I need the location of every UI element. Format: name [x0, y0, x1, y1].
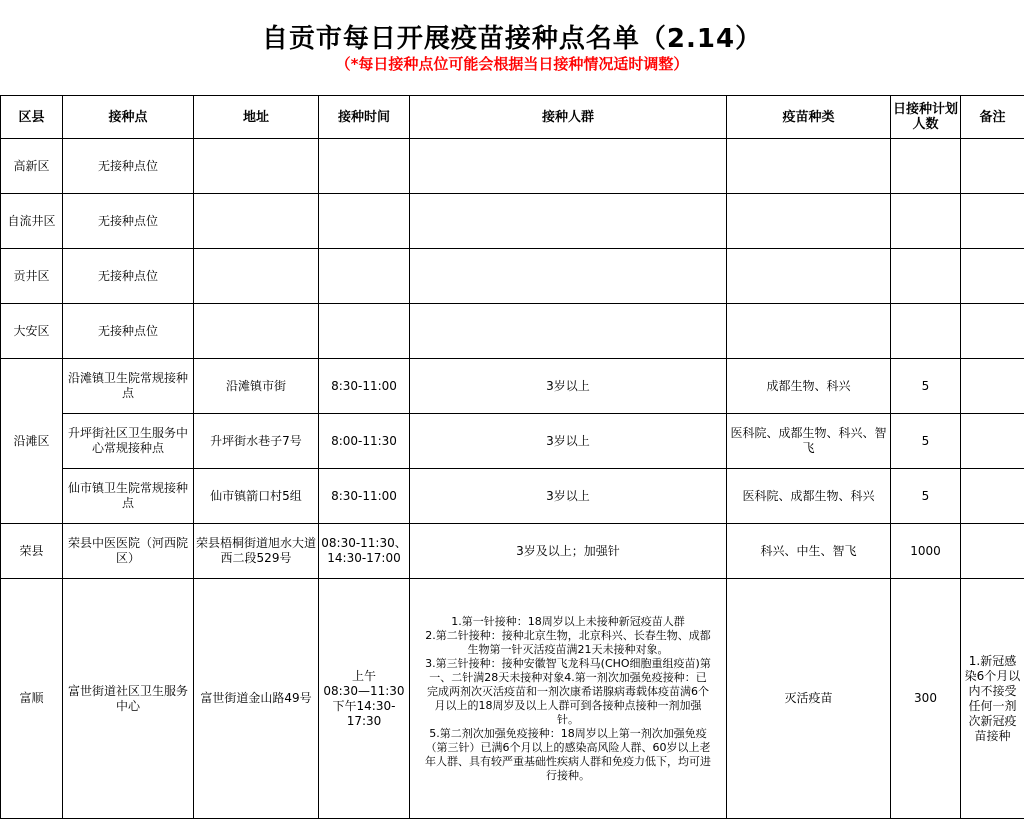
site-cell: 无接种点位 — [63, 304, 194, 359]
crowd-cell: 3岁及以上；加强针 — [410, 524, 727, 579]
time-cell: 08:30-11:30、14:30-17:00 — [319, 524, 410, 579]
plan-cell: 5 — [891, 359, 961, 414]
crowd-item: 2.第二针接种：接种北京生物，北京科兴、长春生物、成都生物第一针灭活疫苗满21天未接种对象。 — [425, 628, 711, 656]
time-cell — [319, 579, 410, 819]
table-row — [1, 579, 1024, 819]
crowd-item: 3.第三针接种：接种安徽智飞龙科马(CHO细胞重组疫苗)第一、二针满28天未接种对象4.第一剂次加强免疫接种：已完成两剂次灭活疫苗和一剂次康希诺腺病毒载体疫苗满6个月以上的18周岁及以上人群可到各接种点接种一剂加强针。 — [425, 656, 711, 726]
page-title: 自贡市每日开展疫苗接种点名单（2.14） — [261, 24, 763, 54]
district-cell: 沿滩区 — [1, 359, 63, 524]
district-cell: 贡井区 — [1, 249, 63, 304]
vaccine-cell: 成都生物、科兴 — [727, 359, 891, 414]
crowd-cell: 3岁以上 — [410, 414, 727, 469]
crowd-item: 5.第二剂次加强免疫接种：18周岁以上第一剂次加强免疫（第三针）已满6个月以上的感染高风险人群、60岁以上老年人群、具有较严重基础性疾病人群和免疫力低下，均可进行接种。 — [425, 726, 711, 782]
site-cell: 无接种点位 — [63, 194, 194, 249]
col-address: 地址 — [194, 96, 319, 139]
crowd-item: 1.第一针接种：18周岁以上未接种新冠疫苗人群 — [451, 614, 685, 628]
crowd-cell: 3岁以上 — [410, 359, 727, 414]
address-cell: 升坪街水巷子7号 — [194, 414, 319, 469]
vaccine-cell: 医科院、成都生物、科兴 — [727, 469, 891, 524]
note-cell: 1.新冠感染6个月以内不接受任何一剂次新冠疫苗接种 — [961, 579, 1024, 819]
time-cell: 8:30-11:00 — [319, 469, 410, 524]
site-cell: 仙市镇卫生院常规接种点 — [63, 469, 194, 524]
site-cell: 富世街道社区卫生服务中心 — [63, 579, 194, 819]
time-line: 上午 — [351, 668, 376, 683]
table-row — [1, 249, 1024, 304]
col-district: 区县 — [1, 96, 63, 139]
district-cell: 大安区 — [1, 304, 63, 359]
table-row — [1, 194, 1024, 249]
site-cell: 无接种点位 — [63, 139, 194, 194]
site-cell: 荣县中医医院（河西院区） — [63, 524, 194, 579]
vaccine-cell: 医科院、成都生物、科兴、智飞 — [727, 414, 891, 469]
district-cell: 荣县 — [1, 524, 63, 579]
time-line: 08:30—11:30 — [323, 683, 405, 698]
plan-cell: 5 — [891, 469, 961, 524]
table-row — [1, 469, 1024, 524]
vaccine-cell: 科兴、中生、智飞 — [727, 524, 891, 579]
district-cell: 富顺 — [1, 579, 63, 819]
plan-cell: 300 — [891, 579, 961, 819]
col-vaccine: 疫苗种类 — [727, 96, 891, 139]
table-row — [1, 139, 1024, 194]
time-cell: 8:00-11:30 — [319, 414, 410, 469]
crowd-cell: 3岁以上 — [410, 469, 727, 524]
table-row — [1, 304, 1024, 359]
col-note: 备注 — [961, 96, 1024, 139]
district-cell: 自流井区 — [1, 194, 63, 249]
col-plan: 日接种计划人数 — [891, 96, 961, 139]
plan-cell: 5 — [891, 414, 961, 469]
time-cell: 8:30-11:00 — [319, 359, 410, 414]
site-cell: 无接种点位 — [63, 249, 194, 304]
district-cell: 高新区 — [1, 139, 63, 194]
col-time: 接种时间 — [319, 96, 410, 139]
table-row — [1, 359, 1024, 414]
address-cell: 仙市镇箭口村5组 — [194, 469, 319, 524]
address-cell: 富世街道金山路49号 — [194, 579, 319, 819]
vaccination-table — [0, 95, 1024, 819]
col-crowd: 接种人群 — [410, 96, 727, 139]
vaccine-cell: 灭活疫苗 — [727, 579, 891, 819]
address-cell: 荣县梧桐街道旭水大道西二段529号 — [194, 524, 319, 579]
page-subtitle: （*每日接种点位可能会根据当日接种情况适时调整） — [335, 55, 689, 73]
time-line: 下午14:30- — [332, 698, 396, 713]
address-cell: 沿滩镇市街 — [194, 359, 319, 414]
crowd-cell — [410, 579, 727, 819]
time-line: 17:30 — [346, 713, 382, 728]
table-header-row — [1, 96, 1024, 139]
col-site: 接种点 — [63, 96, 194, 139]
table-row — [1, 414, 1024, 469]
site-cell: 沿滩镇卫生院常规接种点 — [63, 359, 194, 414]
header — [0, 0, 1024, 95]
table-row — [1, 524, 1024, 579]
site-cell: 升坪街社区卫生服务中心常规接种点 — [63, 414, 194, 469]
plan-cell: 1000 — [891, 524, 961, 579]
